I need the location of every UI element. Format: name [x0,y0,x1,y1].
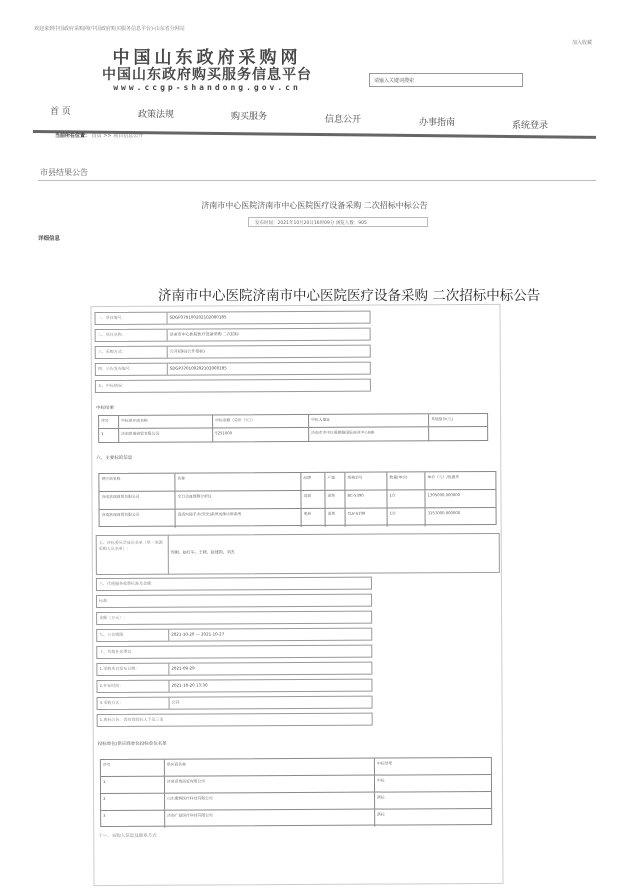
table-cell: 山东康辉医疗科技有限公司 [165,793,375,810]
table-cell: 高清内镜手术(荧光)系统成像诊断系统 [176,509,302,528]
table-cell: 深圳 [326,509,346,527]
field-label: 八、代理服务收费标准及金额： [98,580,155,587]
table-cell: 济南富瑞商贸有限公司 [99,492,175,509]
breadcrumb-separator: >> [103,133,112,139]
field-row [96,594,372,608]
table-cell: 济南广益医疗科技有限公司 [165,810,375,828]
document-title: 济南市中心医院济南市中心医院医疗设备采购 二次招标中标公告 [158,288,541,304]
announcement-title: 济南市中心医院济南市中心医院医疗设备采购 二次招标中标公告 [201,201,428,210]
search-input[interactable]: 请输入关键词搜索 [369,73,523,87]
field-label: 五、中标情况： [97,382,126,389]
table-cell: 1台 [388,508,426,526]
field-row [96,679,372,693]
breadcrumb-home[interactable]: 首页 [91,133,102,139]
table-cell: 全自动血细胞分析仪 [175,491,301,509]
table-cell: 迈瑞 [301,491,325,508]
table-cell: 济南富瑞商贸有限公司 [165,776,375,793]
field-row [96,628,372,642]
breadcrumb [55,132,143,139]
table-row [99,472,495,492]
breadcrumb-current[interactable]: 项目信息公开 [113,133,144,139]
welcome-text: 欢迎来到中国政府采购网(中国政府购买服务信息平台)-山东省分网站 [34,26,185,32]
field-value: 2021-09-29 [171,665,195,671]
winner-table [98,413,488,443]
field-value: 公开 [171,699,180,705]
table-cell: 中标 [376,777,385,783]
field-row [97,713,373,727]
table-header: 产地 [325,473,345,490]
logo-url: www.ccgp-shandong.gov.cn [113,83,301,92]
table-header: 中标人地址 [309,414,429,427]
table-cell: 1 [99,429,119,443]
nav-item-info-public[interactable]: 信息公开 [325,115,362,125]
field-label: 1.废标公告：因有效投标人不足三家 [99,716,164,723]
table-cell: BC-5390 [345,491,387,508]
experts-value: 周刚、赵红军、王晓、赵建国、刘杰 [170,549,235,555]
field-label: 二、项目名称： [96,330,168,341]
nav-item-guide[interactable]: 办事指南 [419,118,456,128]
site-logo[interactable] [82,49,332,93]
table-header: 单价（元）/优惠率 [427,474,460,480]
table-cell: 奥林 [302,509,326,527]
top-strip [0,0,629,46]
field-row [96,645,372,659]
field-label: 四、公告发布编号： [96,364,168,375]
table-row [101,792,491,811]
table-cell [429,427,489,441]
table-header: 名称 [175,473,301,491]
footer-note: 十一、采购人信息及联系方式 [98,833,157,840]
logo-line-2: 中国山东政府购买服务信息平台 [102,67,312,83]
main-nav [40,100,600,134]
table-header: 规格型号 [345,473,387,490]
field-row [95,362,371,376]
field-label: 九、公告期限 [97,630,169,641]
section-title: 市县结果公告 [40,168,88,177]
winner-label: 中标结果 [96,405,115,412]
field-row [96,577,372,591]
table-row [101,775,491,794]
table-row [99,427,487,443]
table-cell: 济南富瑞商贸有限公司 [100,510,176,528]
table-header: 序号 [99,416,119,428]
table-header: 供应商名称 [165,759,375,776]
field-value: SDGP370100202102000185 [169,314,227,320]
table-header: 数量(单位) [387,472,425,489]
field-row [96,662,372,676]
table-cell: 落标 [377,794,385,800]
field-value: 济南市中心医院医疗设备采购 二次招标 [169,331,239,337]
table-cell: 3 [101,811,165,828]
field-label: 一、项目编号： [96,313,168,324]
field-label: 三、采购方式： [96,347,168,358]
announcement-meta: 发布时间：2021年10月20日16时09分 浏览人数：905 [248,217,428,227]
field-row [96,611,372,625]
field-value: SDGP370100202102000185 [169,365,227,371]
field-value: 公开招标(公开招标) [169,348,205,354]
table-header: 供应商名称 [99,474,175,491]
experts-label: 七、评标委员会成员名单（单一来源采购人员名单）： [97,536,169,574]
field-row [97,696,373,710]
nav-item-login[interactable]: 系统登录 [512,121,549,131]
table-header: 中标金额（总价（元）） [213,415,309,428]
bidders-table [100,757,492,827]
field-value: 2021-10-20 13:30 [171,682,208,688]
table-cell: 1305000.000000 [427,492,461,498]
table-header: 中标供应商名称 [119,415,213,427]
table-cell: 落标 [377,811,385,817]
table-cell: CLV-S190 [346,509,388,527]
table-header: 品牌 [301,473,325,490]
table-row [100,508,496,528]
table-cell: 5251000 [213,428,309,443]
table-cell: 济南富瑞商贸有限公司 [119,428,213,442]
section-divider [38,180,596,181]
nav-item-policy[interactable]: 政策法规 [138,110,175,120]
table-cell: 3157000.000000 [427,510,461,516]
experts-row [96,533,500,575]
field-label: 金额（万元）： [99,614,128,621]
table-cell: 济南市市中区舜耕路国际商业中心B座 [309,427,429,442]
logo-line-1: 中国山东政府采购网 [112,48,302,68]
field-label: 十、其他补充事宜 [99,648,132,655]
nav-item-purchase-service[interactable]: 购买服务 [231,112,268,122]
items-table [98,471,496,527]
field-row [95,311,371,325]
table-header: 其他报价(元) [431,416,454,422]
detail-label: 详细信息 [38,236,61,242]
field-label: 3.采购方式： [98,698,170,709]
table-cell: 1 [101,777,165,793]
field-label: 1.采购项目发布日期： [97,664,169,675]
table-cell: 2 [101,794,165,810]
field-row [95,379,371,393]
field-label: 2.开标时间： [97,681,169,692]
field-value: 2021-10-20 — 2021-10-27 [171,631,225,637]
table-row [99,490,495,510]
field-row [95,345,371,359]
table-header: 中标结果 [376,760,393,766]
items-label: 六、主要标的信息 [96,455,133,462]
breadcrumb-label: 当前所在位置： [55,133,91,139]
field-label: 标准： [99,597,112,604]
table-cell: 1台 [387,490,425,507]
table-row [101,758,491,777]
table-cell: 深圳 [325,491,345,508]
table-header: 序号 [101,760,165,776]
document-scan [90,304,503,886]
table-row [101,809,491,828]
field-row [95,328,371,342]
nav-item-home[interactable]: 首 页 [50,107,71,117]
add-favorite-link[interactable]: 加入收藏 [572,40,593,46]
bidders-label: 投标单位/供应商单位投标单位名单 [97,741,167,748]
